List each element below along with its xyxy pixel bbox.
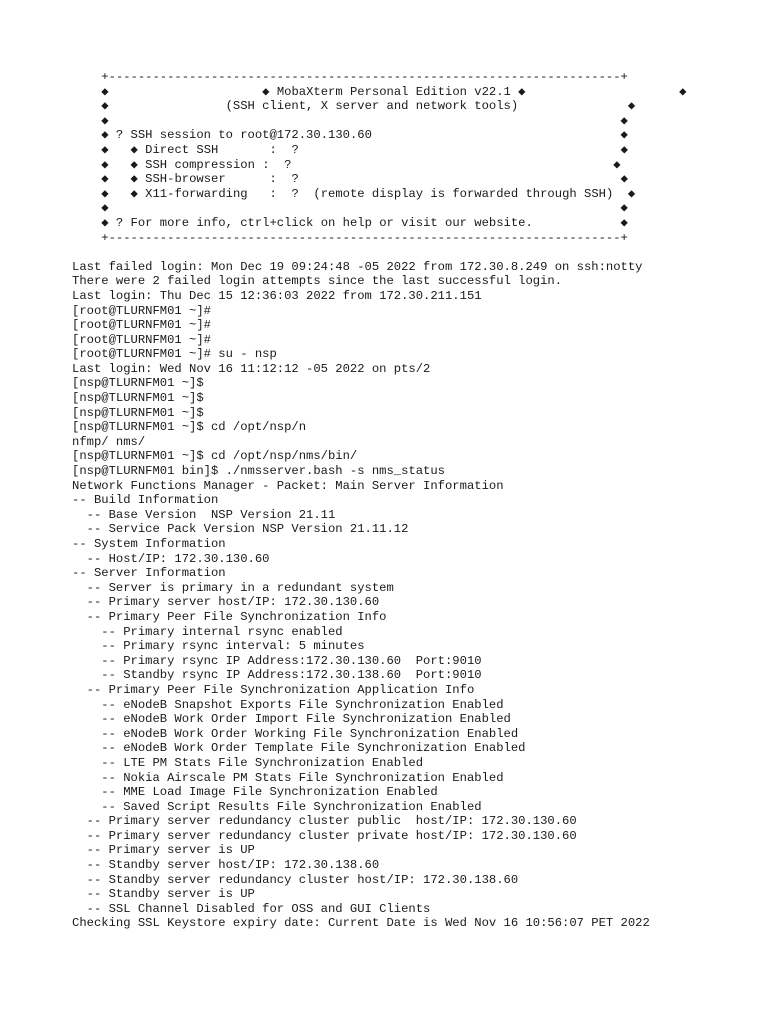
terminal-line: -- Primary rsync interval: 5 minutes bbox=[72, 639, 365, 654]
banner-line: ◆ ? SSH session to root@172.30.130.60 ◆ bbox=[72, 128, 628, 143]
terminal-line: -- Primary rsync IP Address:172.30.130.60 Port:9010 bbox=[72, 653, 482, 668]
terminal-line: -- Primary server redundancy cluster private host/IP: 172.30.130.60 bbox=[72, 828, 577, 843]
terminal-line: -- System Information bbox=[72, 537, 226, 551]
prompt-line: [root@TLURNFM01 ~]# bbox=[72, 318, 211, 333]
terminal-line: Last login: Wed Nov 16 11:12:12 -05 2022 on pts/2 bbox=[72, 361, 431, 376]
terminal-line: -- Service Pack Version NSP Version 21.11.12 bbox=[72, 522, 409, 537]
terminal-line: -- Standby server host/IP: 172.30.138.60 bbox=[72, 858, 380, 873]
banner-line: ◆ ◆ MobaXterm Personal Edition v22.1 ◆ ◆ bbox=[72, 84, 687, 99]
terminal-line: -- eNodeB Work Order Working File Synchronization Enabled bbox=[72, 726, 519, 741]
banner-line: ◆ ◆ SSH-browser : ? ◆ bbox=[72, 172, 628, 187]
session-output bbox=[72, 260, 762, 931]
terminal-line: -- Host/IP: 172.30.130.60 bbox=[72, 551, 270, 566]
command-line: [nsp@TLURNFM01 ~]$ cd /opt/nsp/nms/bin/ bbox=[72, 449, 358, 464]
prompt-line: [nsp@TLURNFM01 ~]$ bbox=[72, 376, 204, 391]
prompt-line: [root@TLURNFM01 ~]# bbox=[72, 332, 211, 347]
banner-line: ◆ ◆ bbox=[72, 201, 628, 216]
terminal-line: Network Functions Manager - Packet: Main Server Information bbox=[72, 478, 504, 493]
terminal-line: -- Build Information bbox=[72, 493, 219, 508]
command-line: [nsp@TLURNFM01 ~]$ cd /opt/nsp/n bbox=[72, 420, 307, 435]
terminal-line: -- Standby server is UP bbox=[72, 887, 255, 902]
mobaxterm-banner bbox=[72, 70, 762, 245]
terminal-line: -- Nokia Airscale PM Stats File Synchronization Enabled bbox=[72, 770, 504, 785]
terminal-line: nfmp/ nms/ bbox=[72, 434, 146, 449]
banner-line: +----------------------------------------------------------------------+ bbox=[72, 70, 628, 84]
terminal-line: -- eNodeB Snapshot Exports File Synchronization Enabled bbox=[72, 697, 504, 712]
banner-line: ◆ ◆ SSH compression : ? ◆ bbox=[72, 157, 621, 172]
command-line: [nsp@TLURNFM01 bin]$ ./nmsserver.bash -s nms_status bbox=[72, 464, 445, 479]
terminal-line: -- SSL Channel Disabled for OSS and GUI Clients bbox=[72, 901, 431, 916]
banner-line: +----------------------------------------------------------------------+ bbox=[72, 230, 628, 245]
terminal-line: -- Server Information bbox=[72, 566, 226, 581]
terminal-line: -- Primary internal rsync enabled bbox=[72, 624, 343, 639]
terminal-line: -- Standby rsync IP Address:172.30.138.60 Port:9010 bbox=[72, 668, 482, 683]
terminal-line: Checking SSL Keystore expiry date: Current Date is Wed Nov 16 10:56:07 PET 2022 bbox=[72, 916, 650, 931]
banner-line: ◆ ? For more info, ctrl+click on help or visit our website. ◆ bbox=[72, 215, 628, 230]
banner-line: ◆ ◆ X11-forwarding : ? (remote display is forwarded through SSH) ◆ bbox=[72, 186, 636, 201]
terminal-line: -- eNodeB Work Order Template File Synchronization Enabled bbox=[72, 741, 526, 756]
terminal-output[interactable] bbox=[72, 70, 762, 931]
terminal-line: -- Primary Peer File Synchronization Info bbox=[72, 609, 387, 624]
terminal-line: -- Primary server host/IP: 172.30.130.60 bbox=[72, 595, 380, 610]
terminal-line: -- Primary server redundancy cluster public host/IP: 172.30.130.60 bbox=[72, 814, 577, 829]
banner-line: ◆ (SSH client, X server and network tools) ◆ bbox=[72, 99, 636, 114]
terminal-line: Last login: Thu Dec 15 12:36:03 2022 from 172.30.211.151 bbox=[72, 288, 482, 303]
terminal-line: -- Base Version NSP Version 21.11 bbox=[72, 507, 336, 522]
prompt-line: [nsp@TLURNFM01 ~]$ bbox=[72, 391, 204, 406]
terminal-line: -- Saved Script Results File Synchronization Enabled bbox=[72, 799, 482, 814]
terminal-line: -- Primary Peer File Synchronization Application Info bbox=[72, 682, 475, 697]
terminal-line: -- Server is primary in a redundant system bbox=[72, 580, 394, 595]
prompt-line: [nsp@TLURNFM01 ~]$ bbox=[72, 405, 204, 420]
prompt-line: [root@TLURNFM01 ~]# bbox=[72, 303, 211, 318]
terminal-line: -- MME Load Image File Synchronization Enabled bbox=[72, 785, 438, 800]
banner-line: ◆ ◆ Direct SSH : ? ◆ bbox=[72, 142, 628, 157]
terminal-line: -- LTE PM Stats File Synchronization Enabled bbox=[72, 755, 424, 770]
terminal-line: There were 2 failed login attempts since the last successful login. bbox=[72, 274, 563, 289]
banner-line: ◆ ◆ bbox=[72, 113, 628, 128]
terminal-line: -- Primary server is UP bbox=[72, 843, 255, 858]
terminal-line: -- Standby server redundancy cluster host/IP: 172.30.138.60 bbox=[72, 872, 519, 887]
terminal-line: -- eNodeB Work Order Import File Synchronization Enabled bbox=[72, 712, 511, 727]
command-line: [root@TLURNFM01 ~]# su - nsp bbox=[72, 347, 277, 362]
terminal-line: Last failed login: Mon Dec 19 09:24:48 -05 2022 from 172.30.8.249 on ssh:notty bbox=[72, 259, 643, 274]
